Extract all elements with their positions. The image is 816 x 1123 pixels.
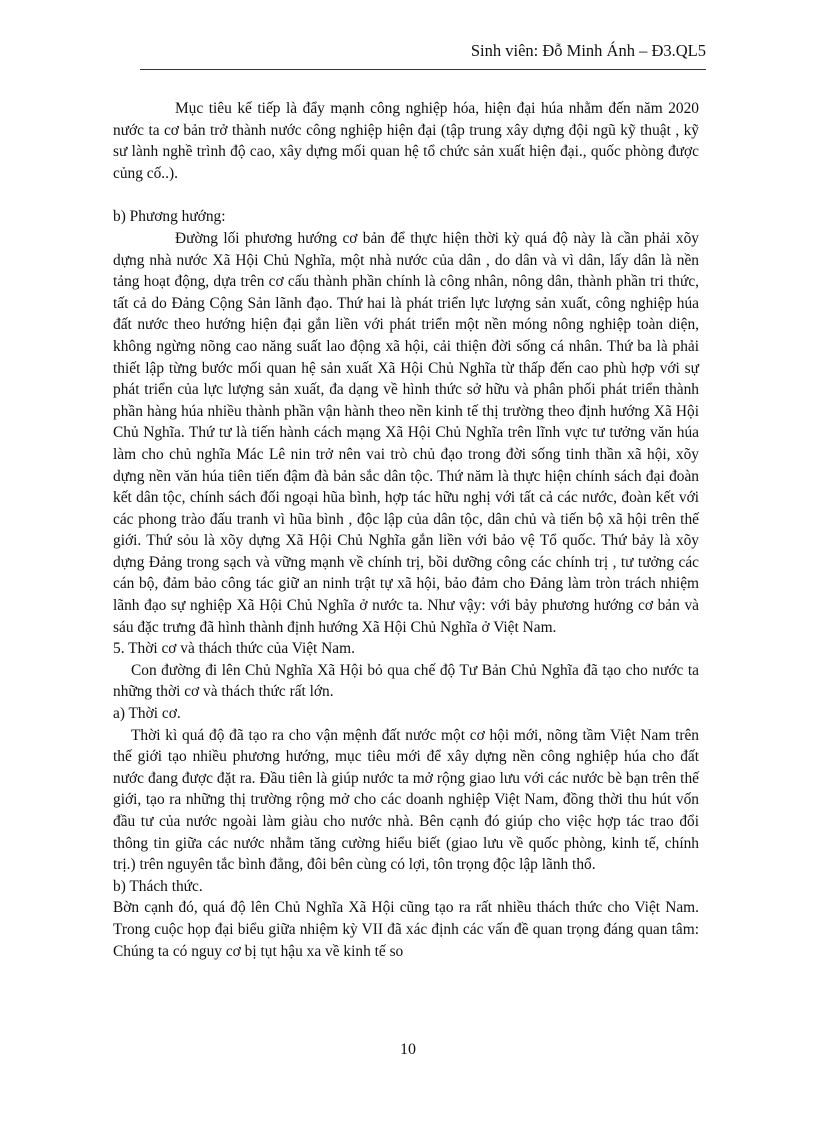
document-body (113, 98, 699, 962)
paragraph-challenge: Bờn cạnh đó, quá độ lên Chủ Nghĩa Xã Hội cũng tạo ra rất nhiều thách thức cho Việt Nam. Trong cuộc họp đại biểu giữa nhiệm kỳ VII đã xác định các vấn đề quan trọng đáng quan tâm: Chúng ta có nguy cơ bị tụt hậu xa về kinh tế so (113, 899, 699, 960)
paragraph-spacer (113, 184, 699, 206)
paragraph-direction: Đường lối phương hướng cơ bản để thực hiện thời kỳ quá độ này là cần phải xõy dựng nhà nước Xã Hội Chủ Nghĩa, một nhà nước của dân , do dân và vì dân, lấy dân là nền tảng hoạt động, dựa trên cơ cấu thành phần chính là công nhân, nông dân, thành phần tri thức, tất cả do Đảng Cộng Sản lãnh đạo. Thứ hai là phát triển lực lượng sản xuất, công nghiệp húa đất nước theo hướng hiện đại gắn liền với phát triển một nền móng nông nghiệp toàn diện, không ngừng nõng cao năng suất lao động xã hội, cải thiện đời sống cá nhân. Thứ ba là phải thiết lập từng bước mối quan hệ sản xuất Xã Hội Chủ Nghĩa từ thấp đến cao phù hợp với sự phát triển của lực lượng sản xuất, đa dạng về hình thức sở hữu và phân phối phát triển thành phần hàng húa nhiều thành phần vận hành theo nền kinh tế thị trường theo định hướng Xã Hội Chủ Nghĩa. Thứ tư là tiến hành cách mạng Xã Hội Chủ Nghĩa trên lĩnh vực tư tưởng văn húa làm cho chủ nghĩa Mác Lê nin trở nên vai trò chủ đạo trong đời sống tinh thần xã hội, xõy dựng nền văn húa tiên tiến đậm đà bản sắc dân tộc. Thứ năm là thực hiện chính sách đại đoàn kết dân tộc, chính sách đối ngoại hũa bình, hợp tác hữu nghị với tất cả các nước, đoàn kết với các phong trào đấu tranh vì hũa bình , độc lập của dân tộc, dân chủ và tiến bộ xã hội trên thế giới. Thứ sỏu là xõy dựng Xã Hội Chủ Nghĩa gắn liền với bảo vệ Tổ quốc. Thứ bảy là xõy dựng Đảng trong sạch và vững mạnh về chính trị, bồi dưỡng công các chính trị , tư tưởng các cán bộ, đảm bảo công tác giữ an ninh trật tự xã hội, bảo đảm cho Đảng làm tròn trách nhiệm lãnh đạo sự nghiệp Xã Hội Chủ Nghĩa ở nước ta. Như vậy: với bảy phương hướng cơ bản và sáu đặc trưng đã hình thành định hướng Xã Hội Chủ Nghĩa ở Việt Nam. (113, 229, 699, 636)
section-heading-direction: b) Phương hướng: (113, 208, 226, 226)
header-divider (140, 69, 706, 70)
paragraph-intro: Con đường đi lên Chủ Nghĩa Xã Hội bỏ qua chế độ Tư Bản Chủ Nghĩa đã tạo cho nước ta những thời cơ và thách thức rất lớn. (113, 661, 699, 701)
section-heading-opportunities-challenges: 5. Thời cơ và thách thức của Việt Nam. (113, 640, 355, 658)
section-heading-opportunity: a) Thời cơ. (113, 705, 181, 723)
page-header: Sinh viên: Đỗ Minh Ánh – Đ3.QL5 (470, 41, 706, 60)
paragraph-opportunity: Thời kì quá độ đã tạo ra cho vận mệnh đất nước một cơ hội mới, nõng tầm Việt Nam trên thế giới tạo nhiều phương hướng, mục tiêu mới để xây dựng nền công nghiệp húa cho đất nước đang được đặt ra. Đầu tiên là giúp nước ta mở rộng giao lưu với các nước bè bạn trên thế giới, tạo ra những thị trường rộng mở cho các doanh nghiệp Việt Nam, đồng thời thu hút vốn đầu tư của nước ngoài làm giàu cho nước nhà. Bên cạnh đó giúp cho việc hợp tác trao đổi thông tin giữa các nước nhằm tăng cường hiểu biết (giao lưu về quốc phòng, kinh tế, chính trị.) trên nguyên tắc bình đẳng, đôi bên cùng có lợi, tôn trọng độc lập lãnh thổ. (113, 726, 699, 874)
paragraph-goals: Mục tiêu kế tiếp là đẩy mạnh công nghiệp hóa, hiện đại húa nhằm đến năm 2020 nước ta cơ bản trở thành nước công nghiệp hiện đại (tập trung xây dựng đội ngũ kỹ thuật , kỹ sư lành nghề trình độ cao, xây dựng mối quan hệ tổ chức sản xuất hiện đại., quốc phòng được củng cố..). (113, 100, 699, 182)
section-heading-challenge: b) Thách thức. (113, 877, 203, 895)
page-number: 10 (400, 1041, 416, 1058)
